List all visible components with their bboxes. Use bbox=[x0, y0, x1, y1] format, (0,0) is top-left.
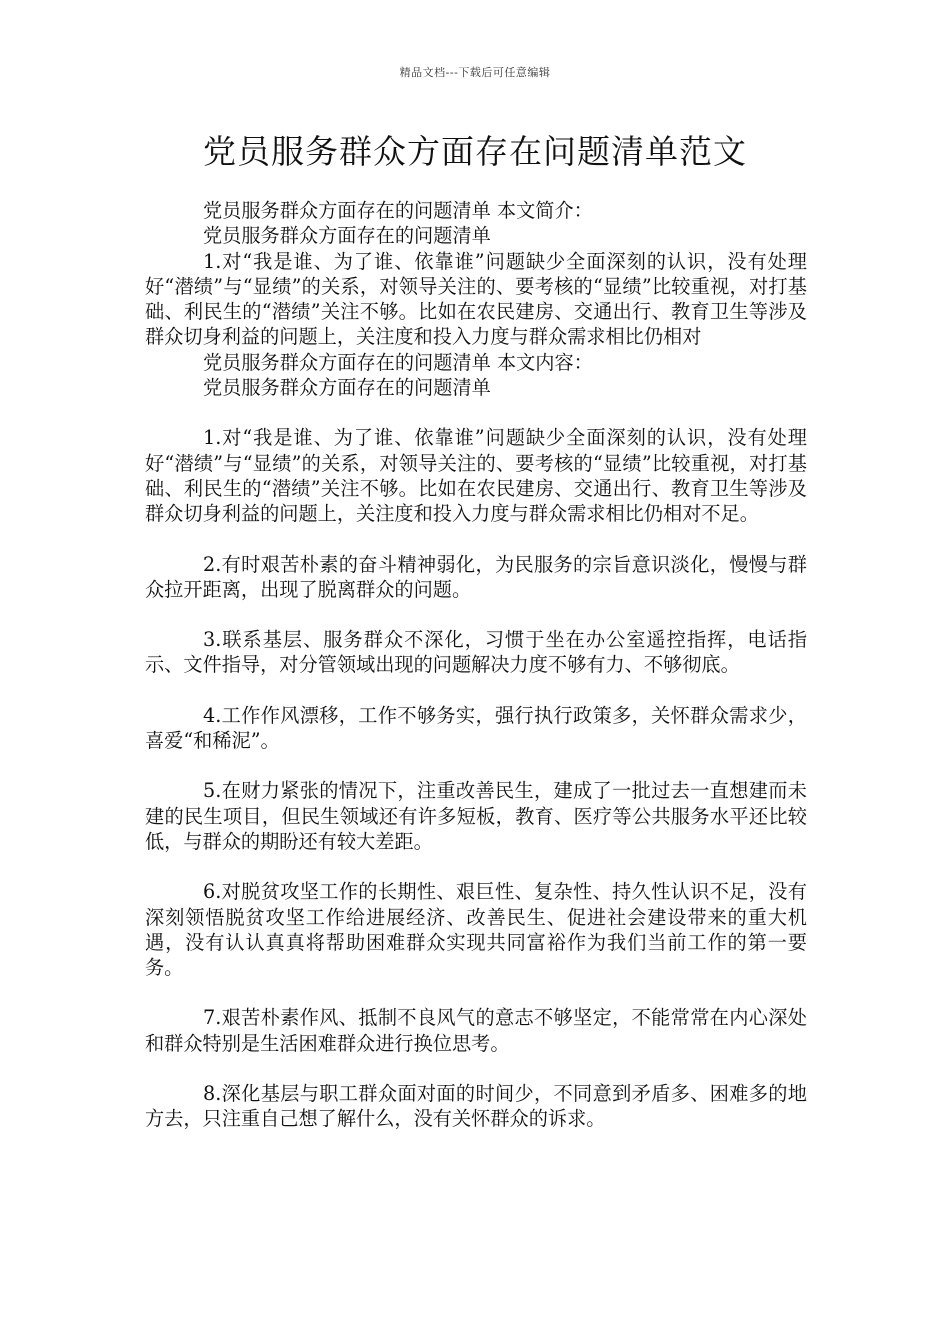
paragraph-gap bbox=[145, 400, 807, 425]
list-item: 6.对脱贫攻坚工作的长期性、艰巨性、复杂性、持久性认识不足，没有深刻领悟脱贫攻坚工作给进展经济、改善民生、促进社会建设带来的重大机遇，没有认认真真将帮助困难群众实现共同富裕作为我们当前工作的第一要务。 bbox=[145, 880, 807, 980]
list-item: 5.在财力紧张的情况下，注重改善民生，建成了一批过去一直想建而未建的民生项目，但民生领域还有许多短板，教育、医疗等公共服务水平还比较低，与群众的期盼还有较大差距。 bbox=[145, 779, 807, 853]
summary-heading: 党员服务群众方面存在的问题清单 本文简介： bbox=[203, 199, 593, 222]
paragraph-gap bbox=[145, 1056, 807, 1081]
list-item: 4.工作作风漂移，工作不够务实，强行执行政策多，关怀群众需求少，喜爱“和稀泥”。 bbox=[145, 703, 807, 753]
list-item: 1.对“我是谁、为了谁、依靠谁”问题缺少全面深刻的认识，没有处理好“潜绩”与“显绩”的关系，对领导关注的、要考核的“显绩”比较重视，对打基础、利民生的“潜绩”关注不够。比如在农民建房、交通出行、教育卫生等涉及群众切身利益的问题上，关注度和投入力度与群众需求相比仍相对不足。 bbox=[145, 426, 807, 526]
paragraph-gap bbox=[145, 602, 807, 627]
list-item: 7.艰苦朴素作风、抵制不良风气的意志不够坚定，不能常常在内心深处和群众特别是生活困难群众进行换位思考。 bbox=[145, 1006, 807, 1055]
document-title: 党员服务群众方面存在问题清单范文 bbox=[203, 132, 747, 171]
paragraph-gap bbox=[145, 753, 807, 778]
paragraph-gap bbox=[145, 527, 807, 552]
list-item: 8.深化基层与职工群众面对面的时间少，不同意到矛盾多、困难多的地方去，只注重自己想了解什么，没有关怀群众的诉求。 bbox=[145, 1082, 807, 1131]
content-subheading: 党员服务群众方面存在的问题清单 bbox=[203, 376, 491, 400]
document-body bbox=[145, 198, 807, 1132]
list-item: 3.联系基层、服务群众不深化，习惯于坐在办公室遥控指挥，电话指示、文件指导，对分管领域出现的问题解决力度不够有力、不够彻底。 bbox=[145, 628, 807, 677]
summary-excerpt: 1.对“我是谁、为了谁、依靠谁”问题缺少全面深刻的认识，没有处理好“潜绩”与“显绩”的关系，对领导关注的、要考核的“显绩”比较重视，对打基础、利民生的“潜绩”关注不够。比如在农民建房、交通出行、教育卫生等涉及群众切身利益的问题上，关注度和投入力度与群众需求相比仍相对 bbox=[145, 249, 807, 349]
paragraph-gap bbox=[145, 678, 807, 703]
list-item: 2.有时艰苦朴素的奋斗精神弱化，为民服务的宗旨意识淡化，慢慢与群众拉开距离，出现了脱离群众的问题。 bbox=[145, 552, 807, 601]
paragraph-gap bbox=[145, 854, 807, 879]
paragraph-gap bbox=[145, 980, 807, 1005]
summary-subheading: 党员服务群众方面存在的问题清单 bbox=[203, 224, 491, 248]
header-note: 精品文档---下载后可任意编辑 bbox=[399, 66, 551, 79]
content-heading: 党员服务群众方面存在的问题清单 本文内容： bbox=[203, 350, 593, 374]
